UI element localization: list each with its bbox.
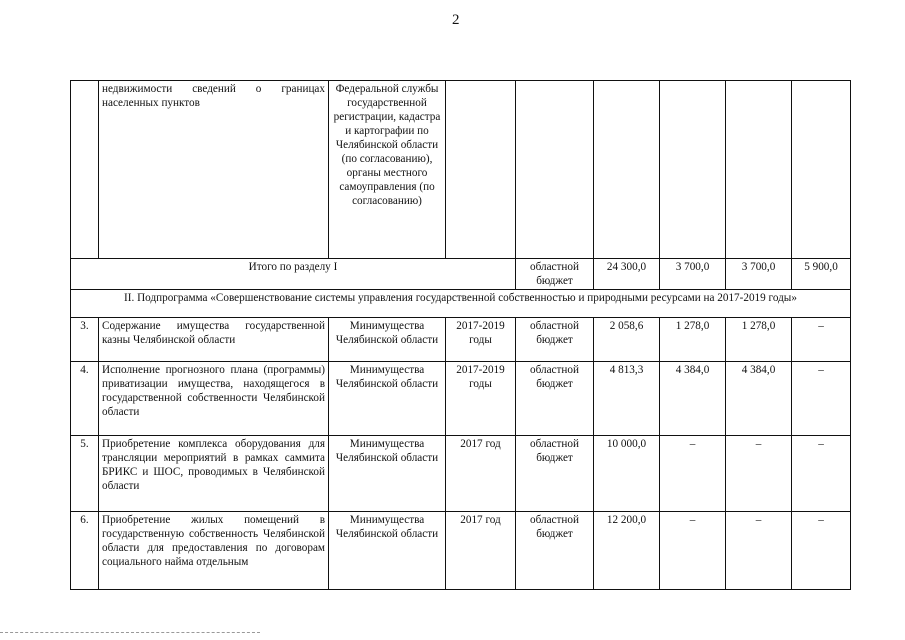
total-2019: 5 900,0 (792, 259, 851, 290)
row-number: 4. (71, 362, 99, 436)
amount-2018: – (726, 512, 792, 590)
amount-2018: 4 384,0 (726, 362, 792, 436)
total-amount: 2 058,6 (594, 318, 660, 362)
amount-2019: – (792, 512, 851, 590)
executor: Минимущества Челябинской области (329, 436, 446, 512)
funding-source: областной бюджет (516, 512, 594, 590)
term: 2017-2019 годы (446, 318, 516, 362)
source-cell (516, 81, 594, 259)
row-number: 6. (71, 512, 99, 590)
total-amount: 12 200,0 (594, 512, 660, 590)
term: 2017-2019 годы (446, 362, 516, 436)
total-amount: 10 000,0 (594, 436, 660, 512)
subprogram-header: II. Подпрограмма «Совершенствование системы управления государственной собственностью и природными ресурсами на 2017-2019 годы» (71, 290, 851, 318)
row-number: 3. (71, 318, 99, 362)
item-name: Приобретение жилых помещений в государственную собственность Челябинской области для предоставления по договорам социального найма отдельным (99, 512, 329, 590)
row-number-cell (71, 81, 99, 259)
item-name: Исполнение прогнозного плана (программы) приватизации имущества, находящегося в государственной собственности Челябинской области (99, 362, 329, 436)
total-2017: 3 700,0 (660, 259, 726, 290)
item-name-cell: недвижимости сведений о границах населенных пунктов (99, 81, 329, 259)
y2018-cell (726, 81, 792, 259)
term-cell (446, 81, 516, 259)
executor: Минимущества Челябинской области (329, 362, 446, 436)
total-sum: 24 300,0 (594, 259, 660, 290)
amount-2017: – (660, 512, 726, 590)
scan-artifact-line (0, 632, 260, 634)
amount-2017: 1 278,0 (660, 318, 726, 362)
table-row (71, 512, 851, 590)
table-row (71, 362, 851, 436)
item-name: Содержание имущества государственной казны Челябинской области (99, 318, 329, 362)
amount-2019: – (792, 318, 851, 362)
amount-2019: – (792, 362, 851, 436)
subprogram-header-row (71, 290, 851, 318)
total-source: областной бюджет (516, 259, 594, 290)
term: 2017 год (446, 512, 516, 590)
total-label: Итого по разделу I (71, 259, 516, 290)
funding-source: областной бюджет (516, 318, 594, 362)
executor: Минимущества Челябинской области (329, 318, 446, 362)
y2017-cell (660, 81, 726, 259)
table-row (71, 436, 851, 512)
program-table (70, 80, 851, 590)
amount-2018: – (726, 436, 792, 512)
item-name: Приобретение комплекса оборудования для трансляции мероприятий в рамках саммита БРИКС и ШОС, проводимых в Челябинской области (99, 436, 329, 512)
executor-cell: Федеральной службы государственной регистрации, кадастра и картографии по Челябинской области (по согласованию), органы местного самоуправления (по согласованию) (329, 81, 446, 259)
table-row (71, 318, 851, 362)
term: 2017 год (446, 436, 516, 512)
total-row (71, 259, 851, 290)
funding-source: областной бюджет (516, 436, 594, 512)
amount-2019: – (792, 436, 851, 512)
total-cell (594, 81, 660, 259)
executor: Минимущества Челябинской области (329, 512, 446, 590)
total-amount: 4 813,3 (594, 362, 660, 436)
page-number: 2 (452, 12, 460, 28)
y2019-cell (792, 81, 851, 259)
row-number: 5. (71, 436, 99, 512)
amount-2017: 4 384,0 (660, 362, 726, 436)
amount-2017: – (660, 436, 726, 512)
total-2018: 3 700,0 (726, 259, 792, 290)
amount-2018: 1 278,0 (726, 318, 792, 362)
continuation-row (71, 81, 851, 259)
funding-source: областной бюджет (516, 362, 594, 436)
